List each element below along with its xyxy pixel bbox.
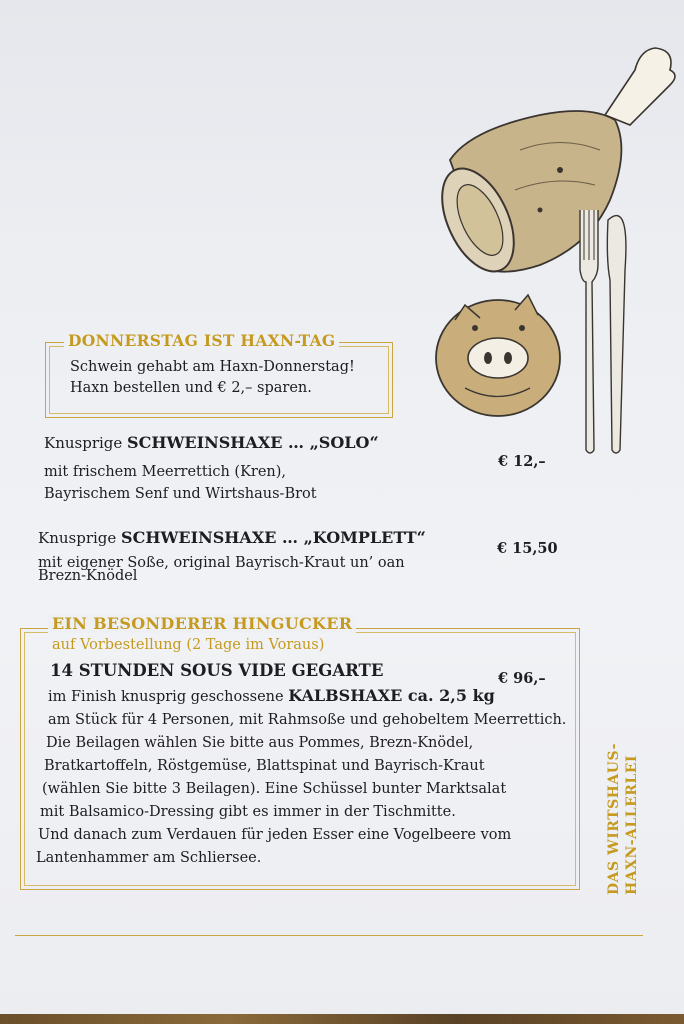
menu-item-desc: mit eigener Soße, original Bayrisch-Kraut un’ oan	[38, 555, 405, 571]
menu-item-desc: Bayrischem Senf und Wirtshaus-Brot	[44, 486, 317, 502]
pork-knuckle-sketch	[430, 48, 675, 283]
menu-item-title	[38, 527, 426, 549]
special-line: Lantenhammer am Schliersee.	[36, 850, 262, 866]
special-line: Die Beilagen wählen Sie bitte aus Pommes, Brezn-Knödel,	[46, 735, 474, 751]
special-dish-name: KALBSHAXE ca. 2,5 kg	[288, 686, 495, 705]
menu-item-name: SCHWEINSHAXE … „KOMPLETT“	[121, 528, 426, 547]
menu-item-price: € 12,–	[498, 453, 546, 470]
special-title: EIN BESONDERER HINGUCKER	[48, 614, 356, 633]
promo-line-2: Haxn bestellen und € 2,– sparen.	[70, 380, 312, 396]
special-subtitle: auf Vorbestellung (2 Tage im Voraus)	[52, 637, 325, 653]
menu-item-title	[44, 432, 379, 454]
special-price: € 96,–	[498, 670, 546, 687]
promo-line-1: Schwein gehabt am Haxn-Donnerstag!	[70, 359, 355, 375]
table-edge	[0, 1014, 684, 1024]
special-headline: 14 STUNDEN SOUS VIDE GEGARTE	[50, 661, 384, 680]
special-line: Bratkartoffeln, Röstgemüse, Blattspinat und Bayrisch-Kraut	[44, 758, 485, 774]
special-line: Und danach zum Verdauen für jeden Esser eine Vogelbeere vom	[38, 827, 512, 843]
menu-item-price: € 15,50	[497, 540, 558, 557]
bottom-divider	[15, 935, 643, 936]
knife-fork-sketch	[580, 210, 626, 453]
side-heading-line-2: HAXN-ALLERLEI	[624, 755, 640, 895]
section-side-heading	[596, 720, 656, 900]
menu-item-name: SCHWEINSHAXE … „SOLO“	[127, 433, 379, 452]
menu-illustration	[430, 20, 680, 460]
special-line: am Stück für 4 Personen, mit Rahmsoße und gehobeltem Meerrettich.	[48, 712, 567, 728]
menu-item-prefix: Knusprige	[38, 529, 122, 547]
menu-item-desc: mit frischem Meerrettich (Kren),	[44, 464, 287, 480]
menu-item-desc: Brezn-Knödel	[38, 568, 138, 584]
special-line: mit Balsamico-Dressing gibt es immer in der Tischmitte.	[40, 804, 456, 820]
special-line	[48, 685, 495, 708]
special-line-text: im Finish knusprig geschossene	[48, 689, 289, 705]
special-line: (wählen Sie bitte 3 Beilagen). Eine Schüssel bunter Marktsalat	[42, 781, 507, 797]
menu-item-prefix: Knusprige	[44, 434, 128, 452]
pig-face-sketch	[436, 295, 560, 416]
promo-title: DONNERSTAG IST HAXN-TAG	[64, 331, 339, 350]
side-heading-line-1: DAS WIRTSHAUS-	[606, 743, 622, 895]
